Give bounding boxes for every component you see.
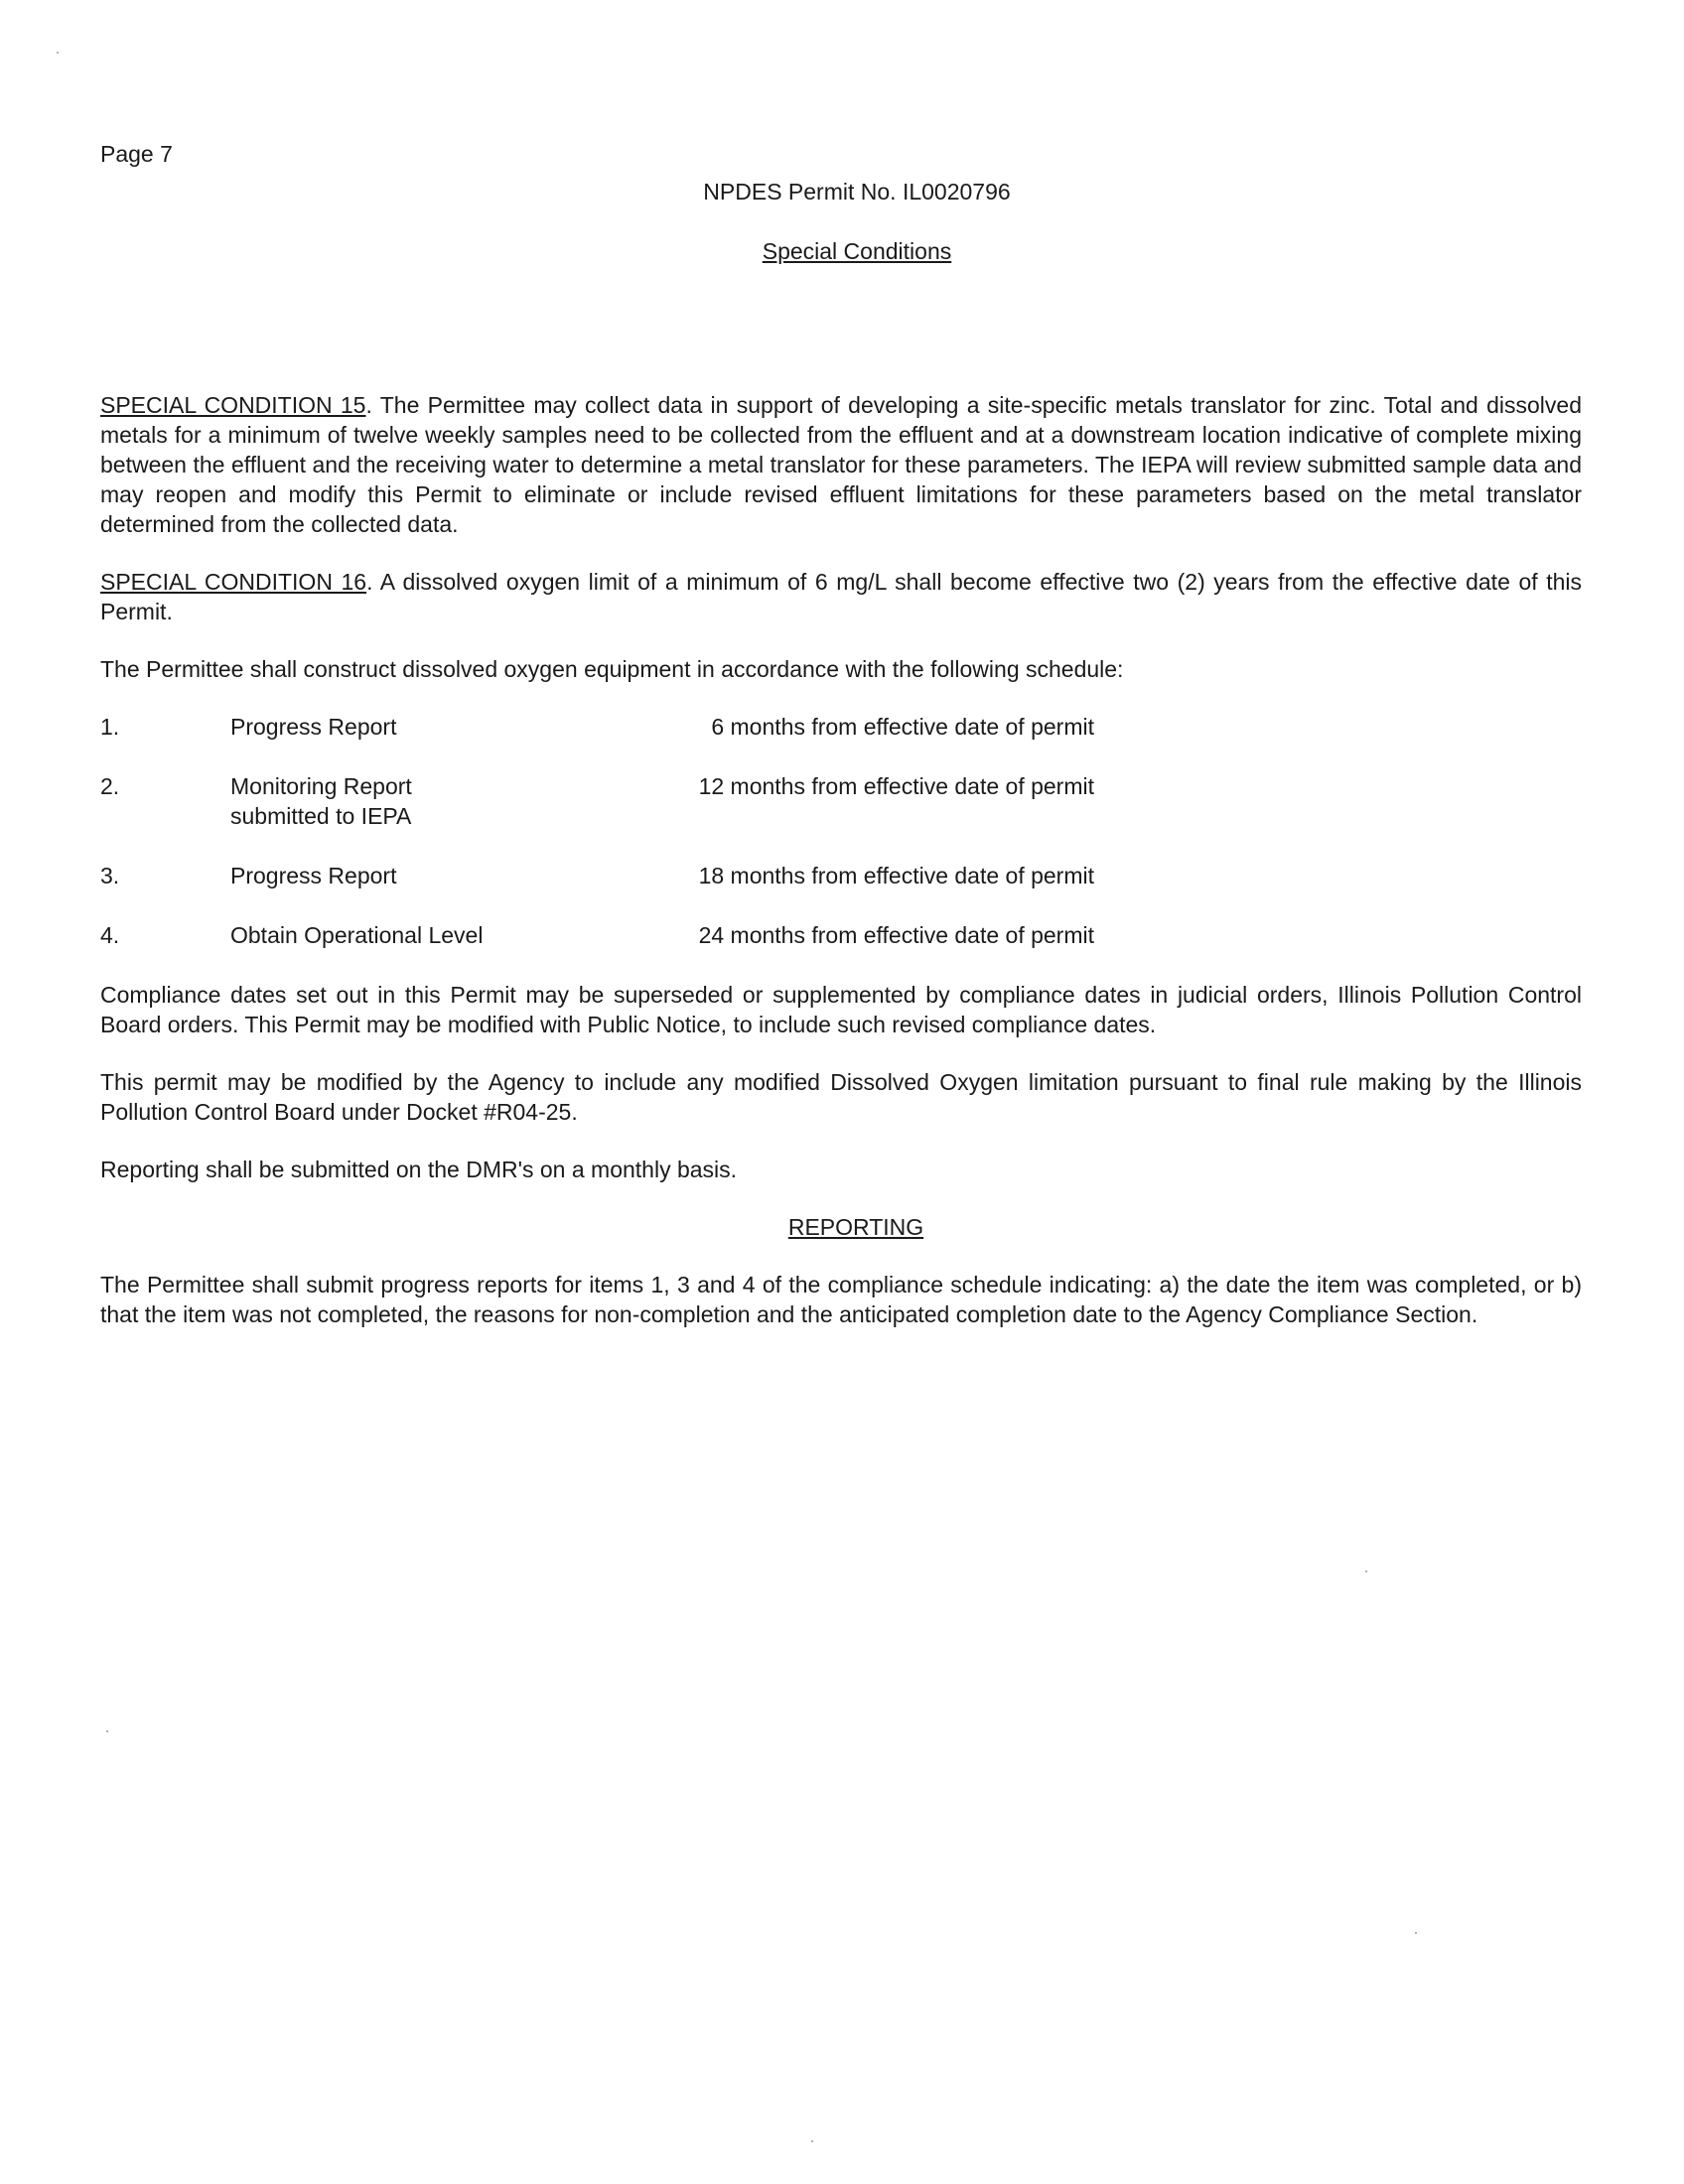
dmr-paragraph: Reporting shall be submitted on the DMR's on a monthly basis. <box>100 1157 738 1182</box>
schedule-row <box>100 920 1582 950</box>
special-condition-15 <box>100 390 1582 539</box>
schedule-number: 1. <box>100 714 120 740</box>
schedule-deadline: 6 months from effective date of permit <box>711 714 1094 740</box>
schedule-deadline: 12 months from effective date of permit <box>698 773 1094 799</box>
compliance-paragraph: Compliance dates set out in this Permit may be superseded or supplemented by compliance dates in judicial orders, Illinois Pollution Control Board orders. This Permit may be modified with Public Notice, to include such revised compliance dates. <box>100 982 1582 1037</box>
schedule-item: Obtain Operational Level <box>230 922 484 948</box>
condition-15-text: . The Permittee may collect data in support of developing a site-specific metals translator for zinc. Total and dissolved metals for a minimum of twelve weekly samples need to be collected from the effluent and at a downstream location indicative of complete mixing between the effluent and the receiving water to determine a metal translator for these parameters. The IEPA will review submitted sample data and may reopen and modify this Permit to eliminate or include revised effluent limitations for these parameters based on the metal translator determined from the collected data. <box>100 392 1582 537</box>
schedule-item-line1: Monitoring Report <box>230 773 412 799</box>
schedule-number: 3. <box>100 863 120 888</box>
permit-number: NPDES Permit No. IL0020796 <box>703 179 1011 205</box>
schedule-row <box>100 712 1582 742</box>
schedule-deadline: 18 months from effective date of permit <box>698 863 1094 888</box>
page-number: Page 7 <box>100 141 173 167</box>
scan-speck <box>1365 1570 1367 1572</box>
schedule-number: 4. <box>100 922 120 948</box>
schedule-row <box>100 861 1582 890</box>
schedule-intro: The Permittee shall construct dissolved oxygen equipment in accordance with the following schedule: <box>100 656 1124 682</box>
condition-16-label: SPECIAL CONDITION 16 <box>100 569 367 595</box>
condition-15-label: SPECIAL CONDITION 15 <box>100 392 366 418</box>
schedule-item: Progress Report <box>230 863 397 888</box>
modification-paragraph: This permit may be modified by the Agency to include any modified Dissolved Oxygen limitation pursuant to final rule making by the Illinois Pollution Control Board under Docket #R04-25. <box>100 1069 1582 1125</box>
schedule-row <box>100 771 1582 831</box>
schedule-deadline: 24 months from effective date of permit <box>698 922 1094 948</box>
section-title: Special Conditions <box>762 238 952 264</box>
scan-speck <box>106 1730 108 1732</box>
schedule-item: Progress Report <box>230 714 397 740</box>
document-body <box>100 390 1582 1357</box>
scan-speck <box>1415 1932 1417 1934</box>
scan-speck <box>811 2140 813 2142</box>
special-condition-16 <box>100 567 1582 626</box>
schedule-item-line2: submitted to IEPA <box>230 803 412 829</box>
reporting-heading: REPORTING <box>787 1214 924 1240</box>
scan-speck <box>57 52 59 54</box>
reporting-paragraph: The Permittee shall submit progress reports for items 1, 3 and 4 of the compliance schedule indicating: a) the date the item was completed, or b) that the item was not completed, the reasons for non-completion and the anticipated completion date to the Agency Compliance Section. <box>100 1272 1582 1327</box>
condition-16-text: . A dissolved oxygen limit of a minimum of 6 mg/L shall become effective two (2) years from the effective date of this Permit. <box>100 569 1582 624</box>
schedule-number: 2. <box>100 773 120 799</box>
